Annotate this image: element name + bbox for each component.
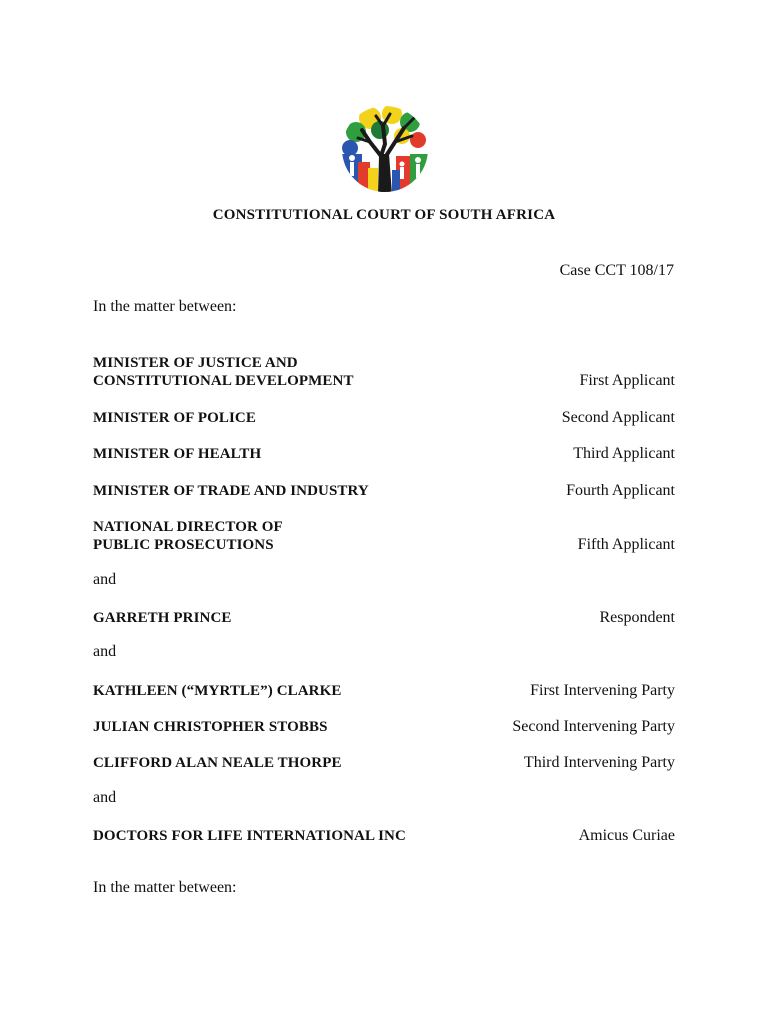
party-row-third-intervening <box>93 752 675 772</box>
party-row-first-intervening <box>93 680 675 700</box>
party-name: MINISTER OF JUSTICE AND CONSTITUTIONAL DEVELOPMENT <box>93 355 354 389</box>
constitutional-court-tree-logo-icon <box>340 104 430 194</box>
party-name: NATIONAL DIRECTOR OF PUBLIC PROSECUTIONS <box>93 519 283 553</box>
party-row-amicus-curiae <box>93 825 675 845</box>
party-name: MINISTER OF TRADE AND INDUSTRY <box>93 483 369 499</box>
party-row-fifth-applicant <box>93 516 675 554</box>
party-row-first-applicant <box>93 352 675 390</box>
party-role: Fifth Applicant <box>577 536 675 553</box>
party-role: Third Applicant <box>573 445 675 462</box>
separator-and: and <box>93 789 117 806</box>
party-role: First Intervening Party <box>530 682 675 699</box>
party-name: JULIAN CHRISTOPHER STOBBS <box>93 719 328 735</box>
party-role: Third Intervening Party <box>523 754 675 771</box>
party-row-third-applicant <box>93 443 675 463</box>
party-role: Fourth Applicant <box>566 482 675 499</box>
party-role: First Applicant <box>579 372 675 389</box>
party-name: GARRETH PRINCE <box>93 610 232 626</box>
party-name: MINISTER OF POLICE <box>93 410 256 426</box>
party-row-second-applicant <box>93 407 675 427</box>
party-role: Amicus Curiae <box>578 827 675 844</box>
party-name: DOCTORS FOR LIFE INTERNATIONAL INC <box>93 828 406 844</box>
party-name: KATHLEEN (“MYRTLE”) CLARKE <box>93 683 342 699</box>
party-role: Respondent <box>599 609 675 626</box>
matter-intro: In the matter between: <box>93 298 237 315</box>
party-name: MINISTER OF HEALTH <box>93 446 262 462</box>
separator-and: and <box>93 643 117 660</box>
party-row-fourth-applicant <box>93 480 675 500</box>
party-row-second-intervening <box>93 716 675 736</box>
party-name: CLIFFORD ALAN NEALE THORPE <box>93 755 342 771</box>
case-number: Case CCT 108/17 <box>559 262 674 279</box>
matter-intro-second: In the matter between: <box>93 879 237 896</box>
court-title: CONSTITUTIONAL COURT OF SOUTH AFRICA <box>212 207 556 223</box>
separator-and: and <box>93 571 117 588</box>
party-role: Second Applicant <box>561 409 675 426</box>
party-role: Second Intervening Party <box>512 718 675 735</box>
party-row-respondent <box>93 607 675 627</box>
